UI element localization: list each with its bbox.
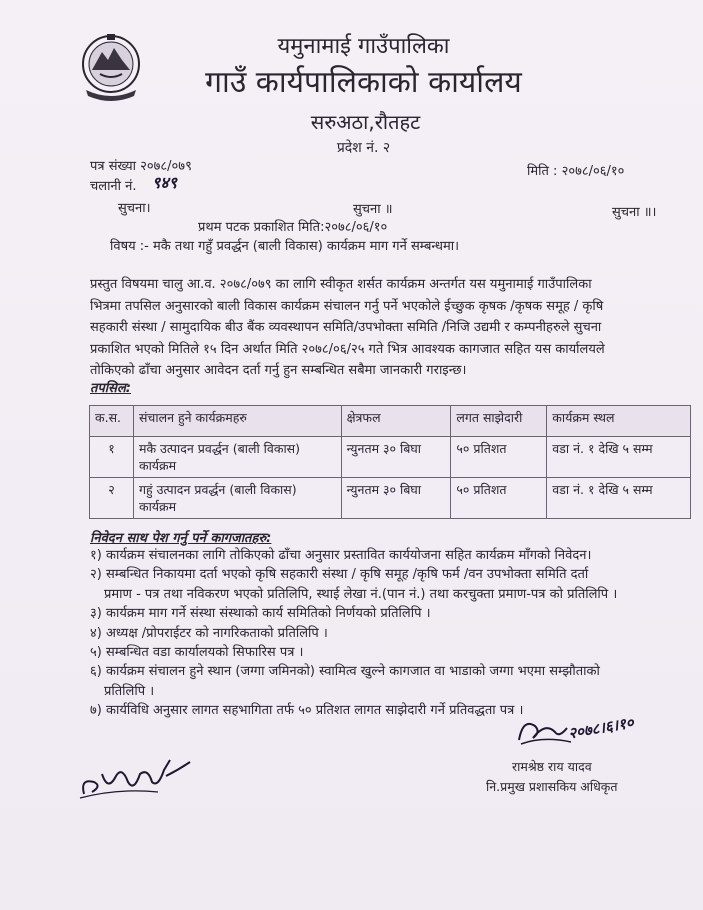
table-row [90, 437, 691, 478]
left-signature-icon [78, 752, 198, 804]
list-item-continuation: प्रमाण - पत्र तथा नविकरण भएको प्रतिलिपि, स्थाई लेखा नं.(पान नं.) तथा करचुक्ता प्रमाण-पत्र को प्रतिलिपि । [104, 586, 618, 602]
subject-line: विषय :- मकै तथा गहुँ प्रवर्द्धन (बाली विकास) कार्यक्रम माग गर्ने सम्बन्धमा। [110, 239, 460, 254]
province-number: प्रदेश नं. २ [336, 140, 391, 156]
header-location: कार्यक्रम स्थल [547, 406, 691, 437]
cell-serial: १ [90, 437, 134, 478]
list-item-continuation: प्रतिलिपि । [104, 683, 155, 699]
body-line: प्रस्तुत विषयमा चालु आ.व. २०७८/०७९ का लागि स्वीकृत शर्सत कार्यक्रम अन्तर्गत यस यमुनामाई गाउँपालिका [90, 277, 592, 292]
cell-area: न्युनतम ३० बिघा [341, 437, 451, 478]
dispatch-label: चलानी नं. [90, 179, 137, 194]
cell-program: मकै उत्पादन प्रवर्द्धन (बाली विकास) कार्यक्रम [133, 437, 341, 478]
list-item: ५) सम्बन्धित वडा कार्यालयको सिफारिस पत्र । [90, 645, 304, 661]
office-location: सरुअठा,रौतहट [310, 110, 421, 134]
header-cost-share: लगत साझेदारी [451, 406, 547, 437]
list-item: १) कार्यक्रम संचालनका लागि तोकिएको ढाँचा अनुसार प्रस्तावित कार्ययोजना सहित कार्यक्रम माँगको निवेदन। [90, 548, 592, 563]
notice-label-1: सुचना। [118, 201, 151, 216]
documents-list [90, 546, 695, 721]
cell-serial: २ [90, 478, 134, 519]
signature-date: २०७८।६।१० [566, 713, 636, 743]
signature-scribble-icon [515, 712, 575, 750]
dispatch-number: ९४९ [152, 173, 177, 192]
list-item: २) सम्बन्धित निकायमा दर्ता भएको कृषि सहकारी संस्था / कृषि समूह /कृषि फर्म /वन उपभोक्ता समिति दर्ता [90, 567, 589, 583]
table-row [90, 478, 691, 519]
body-paragraph [90, 274, 700, 382]
cell-area: न्युनतम ३० बिघा [341, 478, 451, 519]
notice-label-2: सुचना ॥ [353, 202, 393, 217]
header-program: संचालन हुने कार्यक्रमहरु [133, 406, 341, 437]
letter-number: पत्र संख्या २०७८/०७९ [90, 159, 192, 174]
header-serial: क.स. [90, 406, 134, 437]
cell-cost-share: ५० प्रतिशत [451, 437, 547, 478]
cell-location: वडा नं. १ देखि ५ सम्म [547, 478, 691, 519]
documents-title: निवेदन साथ पेश गर्नु पर्ने कागजातहरु: [90, 531, 272, 546]
list-item: ६) कार्यक्रम संचालन हुने स्थान (जग्गा जमिनको) स्वामित्व खुल्ने कागजात वा भाडाको जग्गा भएमा सम्झौताको [90, 664, 600, 680]
schedule-table [89, 405, 691, 519]
publication-date: प्रथम पटक प्रकाशित मिति:२०७८/०६/१० [198, 220, 388, 235]
cell-program: गहुं उत्पादन प्रवर्द्धन (बाली विकास) कार्यक्रम [133, 478, 341, 519]
body-line: प्रकाशित भएको मितिले १५ दिन अर्थात मिति २०७८/०६/२५ गते भित्र आवश्यक कागजात सहित यस कार्यालयले [90, 341, 605, 357]
list-item: ७) कार्यविधि अनुसार लागत सहभागिता तर्फ ५० प्रतिशत लागत साझेदारी गर्ने प्रतिवद्धता पत्र । [90, 703, 524, 719]
body-line: सहकारी संस्था / सामुदायिक बीउ बैंक व्यवस्थापन समिति/उपभोक्ता समिति /निजि उद्यमी र कम्पनीहरुले सुचना [90, 320, 602, 335]
body-line: भित्रमा तपसिल अनुसारको बाली विकास कार्यक्रम संचालन गर्नु पर्ने भएकोले ईच्छुक कृषक /कृषक समूह / कृषि [90, 298, 604, 314]
notice-label-3: सुचना ॥। [612, 205, 657, 220]
list-item: ३) कार्यक्रम माग गर्ने संस्था संस्थाको कार्य समितिको निर्णयको प्रतिलिपि । [90, 606, 431, 622]
signatory-name: रामश्रेष्ठ राय यादव [512, 759, 592, 774]
cell-cost-share: ५० प्रतिशत [451, 478, 547, 519]
cell-location: वडा नं. १ देखि ५ सम्म [547, 437, 691, 478]
signatory-designation: नि.प्रमुख प्रशासकिय अधिकृत [486, 779, 618, 794]
schedule-title: तपसिल: [90, 381, 131, 396]
letter-date: मिति : २०७८/०६/१० [527, 164, 625, 179]
body-line: तोकिएको ढाँचा अनुसार आवेदन दर्ता गर्नु हुन सम्बन्धित सबैमा जानकारी गराइन्छ। [90, 363, 467, 378]
municipality-name: यमुनामाई गाउँपालिका [277, 34, 450, 59]
list-item: ४) अध्यक्ष /प्रोपराईटर को नागरिकताको प्रतिलिपि । [90, 625, 328, 641]
header-area: क्षेत्रफल [341, 406, 451, 437]
table-header-row [90, 406, 691, 437]
office-title: गाउँ कार्यपालिकाको कार्यालय [205, 65, 522, 100]
